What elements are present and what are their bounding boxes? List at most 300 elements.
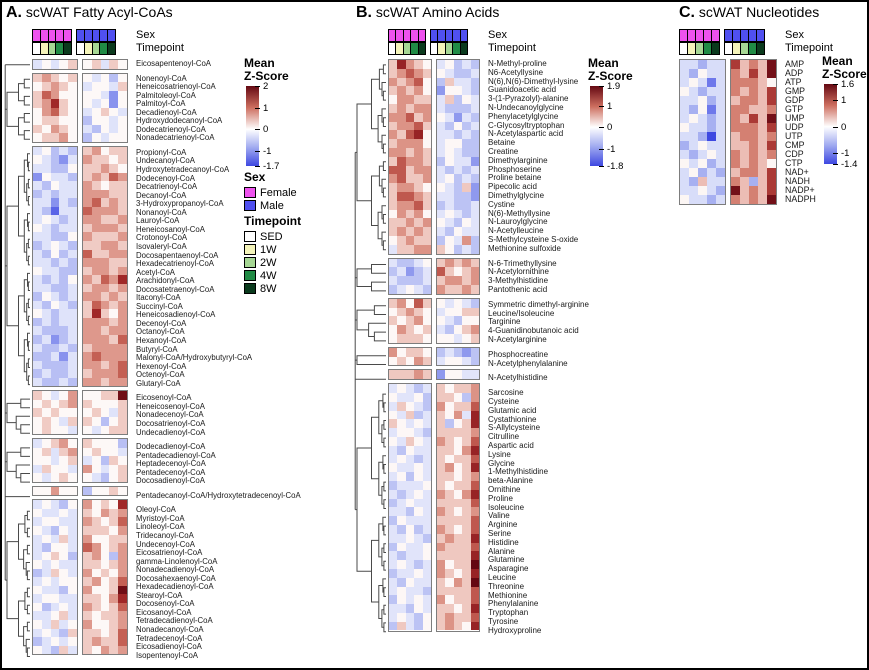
heatmap-cell (51, 267, 60, 276)
heatmap-cell (437, 245, 445, 254)
heatmap-cell (118, 500, 127, 509)
heatmap-cell (423, 384, 431, 393)
row-label: Pentadecenoyl-CoA (136, 467, 206, 477)
heatmap-cell (767, 159, 776, 168)
row-label: Nonadecadienoyl-CoA (136, 565, 215, 575)
heatmap-cell (445, 95, 453, 104)
heatmap-cell (423, 348, 431, 357)
colorbar-tick-label: -1 (841, 148, 850, 160)
heatmap-cell (109, 335, 118, 344)
heatmap-cell (33, 267, 42, 276)
heatmap-cell (42, 301, 51, 310)
heatmap-cell (445, 578, 453, 587)
heatmap-cell (33, 99, 42, 108)
heatmap-cell (767, 87, 776, 96)
heatmap-cell (397, 499, 405, 508)
heatmap-cell (118, 646, 127, 655)
colorbar-tick-label: -1 (607, 143, 616, 155)
heatmap-cell (414, 325, 422, 334)
colorbar-tick-label: -1 (263, 145, 272, 157)
heatmap-cell (83, 391, 92, 400)
heatmap-cell (92, 361, 101, 370)
heatmap-cell (689, 150, 698, 159)
heatmap-cell (445, 308, 453, 317)
heatmap-cell (389, 308, 397, 317)
heatmap-cell (42, 586, 51, 595)
heatmap-cell (406, 384, 414, 393)
heatmap-cell (101, 181, 110, 190)
heatmap-block-male (730, 59, 777, 205)
heatmap-block-male (82, 146, 128, 387)
heatmap-cell (109, 352, 118, 361)
heatmap-cell (389, 560, 397, 569)
heatmap-cell (42, 594, 51, 603)
heatmap-cell (101, 60, 110, 69)
heatmap-cell (471, 276, 479, 285)
row-label: N-Acetylaspartic acid (488, 129, 564, 139)
heatmap-cell (59, 147, 68, 156)
panel-c-title (679, 4, 819, 22)
heatmap-cell (437, 357, 445, 366)
heatmap-cell (109, 603, 118, 612)
heatmap-cell (101, 108, 110, 117)
heatmap-cell (33, 147, 42, 156)
heatmap-cell (101, 629, 110, 638)
heatmap-cell (33, 82, 42, 91)
heatmap-cell (471, 86, 479, 95)
heatmap-cell (68, 267, 77, 276)
heatmap-cell (59, 426, 68, 435)
heatmap-cell (83, 116, 92, 125)
heatmap-cell (51, 181, 60, 190)
colorbar-tick (833, 127, 838, 128)
heatmap-cell (423, 370, 431, 379)
heatmap-cell (471, 490, 479, 499)
heatmap-cell (445, 174, 453, 183)
heatmap-cell (51, 408, 60, 417)
heatmap-cell (59, 125, 68, 134)
heatmap-cell (749, 150, 758, 159)
heatmap-cell (462, 130, 470, 139)
heatmap-cell (33, 91, 42, 100)
heatmap-cell (92, 116, 101, 125)
colorbar-tick (833, 84, 838, 85)
heatmap-cell (389, 192, 397, 201)
row-labels (785, 59, 816, 209)
heatmap-cell (406, 393, 414, 402)
heatmap-cell (118, 569, 127, 578)
heatmap-cell (437, 499, 445, 508)
heatmap-cell (51, 465, 60, 474)
heatmap-cell (454, 437, 462, 446)
sex-bar-label: Sex (488, 29, 507, 41)
heatmap-cell (118, 241, 127, 250)
heatmap-cell (437, 604, 445, 613)
heatmap-cell (59, 258, 68, 267)
heatmap-cell (389, 69, 397, 78)
row-label: Nonanoyl-CoA (136, 207, 187, 217)
heatmap-cell (101, 586, 110, 595)
heatmap-cell (389, 285, 397, 294)
heatmap-cell (462, 384, 470, 393)
heatmap-cell (423, 130, 431, 139)
heatmap-cell (423, 543, 431, 552)
heatmap-cell (51, 301, 60, 310)
heatmap-block-male (82, 390, 128, 435)
heatmap-cell (406, 166, 414, 175)
heatmap-cell (92, 267, 101, 276)
heatmap-cell (437, 130, 445, 139)
heatmap-cell (462, 357, 470, 366)
heatmap-cell (689, 168, 698, 177)
heatmap-cell (68, 465, 77, 474)
heatmap-cell (454, 534, 462, 543)
heatmap-cell (689, 96, 698, 105)
heatmap-cell (454, 276, 462, 285)
timepoint-legend-item (244, 269, 301, 282)
heatmap-cell (406, 285, 414, 294)
heatmap-cell (454, 299, 462, 308)
heatmap-cell (42, 173, 51, 182)
row-label: Leucine (488, 572, 517, 582)
heatmap-cell (92, 577, 101, 586)
heatmap-cell (749, 60, 758, 69)
row-label: 3-Hydroxypropanoyl-CoA (136, 199, 224, 209)
heatmap-cell (397, 534, 405, 543)
heatmap-cell (389, 569, 397, 578)
heatmap-cell (462, 78, 470, 87)
heatmap-cell (68, 517, 77, 526)
heatmap-cell (109, 611, 118, 620)
heatmap-cell (423, 148, 431, 157)
heatmap-cell (414, 86, 422, 95)
heatmap-cell (445, 210, 453, 219)
heatmap-cell (397, 543, 405, 552)
heatmap-cell (33, 301, 42, 310)
row-label: N-Lauroylglycine (488, 217, 548, 227)
heatmap-cell (437, 157, 445, 166)
heatmap-cell (389, 334, 397, 343)
heatmap-cell (68, 417, 77, 426)
heatmap-cell (51, 400, 60, 409)
heatmap-block-male (82, 438, 128, 483)
heatmap-cell (68, 577, 77, 586)
heatmap-cell (59, 465, 68, 474)
heatmap-cell (716, 96, 725, 105)
heatmap-cell (33, 241, 42, 250)
heatmap-cell (707, 60, 716, 69)
heatmap-cell (42, 207, 51, 216)
sex-annotation-cell (107, 29, 116, 42)
heatmap-cell (118, 543, 127, 552)
row-label: Pentadecadienoyl-CoA (136, 450, 216, 460)
heatmap-cell (454, 113, 462, 122)
heatmap-cell (42, 577, 51, 586)
heatmap-cell (118, 509, 127, 518)
heatmap-cell (767, 195, 776, 204)
heatmap-cell (92, 335, 101, 344)
heatmap-cell (749, 132, 758, 141)
sex-bar-label: Sex (136, 29, 155, 41)
heatmap-cell (414, 578, 422, 587)
heatmap-cell (471, 236, 479, 245)
timepoint-annotation-cell (711, 42, 720, 55)
heatmap-cell (51, 517, 60, 526)
heatmap-cell (689, 195, 698, 204)
row-label: Phosphocreatine (488, 349, 549, 359)
heatmap-cell (423, 569, 431, 578)
heatmap-cell (462, 463, 470, 472)
heatmap-cell (92, 74, 101, 83)
row-label: CDP (785, 149, 804, 159)
heatmap-cell (445, 166, 453, 175)
timepoint-legend-label: 4W (260, 269, 277, 282)
colorbar (824, 84, 837, 164)
heatmap-block-male (436, 298, 480, 344)
heatmap-cell (414, 348, 422, 357)
heatmap-cell (389, 148, 397, 157)
heatmap-cell (406, 227, 414, 236)
heatmap-cell (707, 87, 716, 96)
heatmap-cell (414, 490, 422, 499)
heatmap-cell (454, 308, 462, 317)
heatmap-cell (462, 507, 470, 516)
heatmap-cell (445, 437, 453, 446)
heatmap-cell (101, 352, 110, 361)
heatmap-cell (471, 285, 479, 294)
row-label: Linoleoyl-CoA (136, 522, 185, 532)
heatmap-cell (471, 104, 479, 113)
heatmap-cell (51, 232, 60, 241)
row-label: Dimethylglycine (488, 190, 545, 200)
heatmap-cell (68, 155, 77, 164)
heatmap-cell (118, 215, 127, 224)
heatmap-cell (51, 250, 60, 259)
heatmap-cell (454, 569, 462, 578)
heatmap-cell (59, 378, 68, 387)
row-label: N(6),N(6)-Dimethyl-lysine (488, 76, 579, 86)
heatmap-cell (33, 439, 42, 448)
timepoint-legend (244, 214, 301, 295)
heatmap-cell (731, 114, 740, 123)
heatmap-cell (101, 439, 110, 448)
heatmap-cell (423, 122, 431, 131)
heatmap-cell (454, 227, 462, 236)
heatmap-cell (101, 369, 110, 378)
heatmap-cell (68, 500, 77, 509)
heatmap-cell (101, 535, 110, 544)
row-label: Propionyl-CoA (136, 147, 187, 157)
heatmap-cell (59, 594, 68, 603)
heatmap-cell (397, 560, 405, 569)
colorbar-tick (255, 166, 260, 167)
row-label: Tetradecadienoyl-CoA (136, 616, 213, 626)
heatmap-cell (33, 586, 42, 595)
heatmap-cell (462, 157, 470, 166)
row-label: Methionine (488, 590, 528, 600)
timepoint-bar-label: Timepoint (136, 42, 184, 54)
heatmap-cell (389, 259, 397, 268)
heatmap-cell (92, 543, 101, 552)
row-label: N-Acetylarginine (488, 334, 547, 344)
heatmap-cell (454, 507, 462, 516)
heatmap-cell (109, 535, 118, 544)
heatmap-cell (101, 517, 110, 526)
heatmap-cell (406, 276, 414, 285)
heatmap-cell (109, 361, 118, 370)
heatmap-cell (462, 455, 470, 464)
heatmap-cell (83, 267, 92, 276)
row-label: Dodecatrienoyl-CoA (136, 124, 206, 134)
heatmap-cell (423, 455, 431, 464)
heatmap-cell (118, 603, 127, 612)
heatmap-cell (423, 104, 431, 113)
heatmap-cell (397, 569, 405, 578)
heatmap-cell (423, 308, 431, 317)
heatmap-cell (758, 141, 767, 150)
heatmap-cell (51, 74, 60, 83)
colorbar-tick (255, 129, 260, 130)
heatmap-cell (389, 174, 397, 183)
heatmap-cell (42, 284, 51, 293)
heatmap-cell (462, 481, 470, 490)
heatmap-cell (454, 543, 462, 552)
heatmap-cell (437, 411, 445, 420)
heatmap-cell (397, 122, 405, 131)
heatmap-cell (445, 348, 453, 357)
heatmap-block-male (436, 383, 480, 631)
heatmap-cell (109, 232, 118, 241)
heatmap-cell (118, 526, 127, 535)
row-label: GDP (785, 95, 805, 105)
heatmap-cell (445, 183, 453, 192)
heatmap-cell (423, 334, 431, 343)
heatmap-cell (471, 551, 479, 560)
heatmap-cell (51, 99, 60, 108)
row-label: Histidine (488, 537, 519, 547)
heatmap-cell (118, 108, 127, 117)
heatmap-cell (707, 150, 716, 159)
heatmap-cell (118, 301, 127, 310)
heatmap-cell (51, 155, 60, 164)
heatmap-cell (68, 594, 77, 603)
heatmap-cell (83, 465, 92, 474)
heatmap-cell (33, 408, 42, 417)
heatmap-cell (389, 227, 397, 236)
heatmap-cell (698, 132, 707, 141)
heatmap-cell (51, 552, 60, 561)
heatmap-cell (33, 603, 42, 612)
heatmap-cell (437, 218, 445, 227)
heatmap-block-female (388, 369, 432, 380)
heatmap-cell (462, 192, 470, 201)
heatmap-cell (445, 490, 453, 499)
row-label: Palmitoleoyl-CoA (136, 90, 196, 100)
heatmap-cell (101, 637, 110, 646)
row-label: Guanidoacetic acid (488, 85, 557, 95)
colorbar-tick-label: -1.7 (263, 161, 280, 172)
heatmap-cell (68, 147, 77, 156)
row-label: Nonadecanoyl-CoA (136, 625, 204, 635)
heatmap-cell (454, 192, 462, 201)
heatmap-cell (437, 148, 445, 157)
row-label: NAD+ (785, 167, 809, 177)
heatmap-cell (83, 198, 92, 207)
heatmap-cell (462, 308, 470, 317)
row-label: 4-Guanidinobutanoic acid (488, 326, 579, 336)
heatmap-cell (59, 116, 68, 125)
row-label: Aspartic acid (488, 440, 534, 450)
heatmap-cell (109, 275, 118, 284)
heatmap-cell (118, 125, 127, 134)
heatmap-cell (406, 183, 414, 192)
heatmap-cell (454, 285, 462, 294)
heatmap-blocks (679, 59, 777, 208)
heatmap-cell (101, 198, 110, 207)
heatmap-cell (767, 69, 776, 78)
colorbar-tick (599, 86, 604, 87)
heatmap-cell (109, 301, 118, 310)
heatmap-cell (414, 463, 422, 472)
heatmap-cell (42, 352, 51, 361)
row-label: Octanoyl-CoA (136, 327, 185, 337)
heatmap-cell (414, 95, 422, 104)
heatmap-cell (437, 569, 445, 578)
heatmap-cell (109, 369, 118, 378)
heatmap-cell (471, 499, 479, 508)
heatmap-cell (414, 551, 422, 560)
heatmap-cell (471, 299, 479, 308)
heatmap-cell (445, 285, 453, 294)
sex-bar-label: Sex (785, 29, 804, 41)
heatmap-cell (42, 344, 51, 353)
heatmap-cell (389, 455, 397, 464)
heatmap-cell (454, 428, 462, 437)
heatmap-cell (109, 629, 118, 638)
colorbar-tick-label: 1.6 (841, 79, 855, 90)
heatmap-cell (42, 487, 51, 496)
heatmap-cell (83, 646, 92, 655)
heatmap-cell (471, 604, 479, 613)
heatmap-cell (118, 417, 127, 426)
heatmap-cell (414, 122, 422, 131)
heatmap-cell (731, 150, 740, 159)
heatmap-cell (33, 133, 42, 142)
heatmap-cell (397, 384, 405, 393)
heatmap-cell (716, 114, 725, 123)
heatmap-cell (101, 646, 110, 655)
heatmap-cell (92, 517, 101, 526)
heatmap-cell (51, 603, 60, 612)
heatmap-cell (716, 159, 725, 168)
heatmap-cell (68, 125, 77, 134)
heatmap-cell (68, 91, 77, 100)
heatmap-cell (680, 96, 689, 105)
heatmap-cell (445, 139, 453, 148)
heatmap-cell (414, 245, 422, 254)
heatmap-cell (42, 646, 51, 655)
heatmap-cell (389, 201, 397, 210)
heatmap-cell (118, 552, 127, 561)
heatmap-cell (397, 507, 405, 516)
heatmap-cell (406, 78, 414, 87)
heatmap-cell (740, 96, 749, 105)
heatmap-cell (423, 578, 431, 587)
heatmap-cell (397, 613, 405, 622)
row-label: Heneicosatrienoyl-CoA (136, 82, 216, 92)
heatmap-cell (406, 569, 414, 578)
heatmap-cell (33, 448, 42, 457)
